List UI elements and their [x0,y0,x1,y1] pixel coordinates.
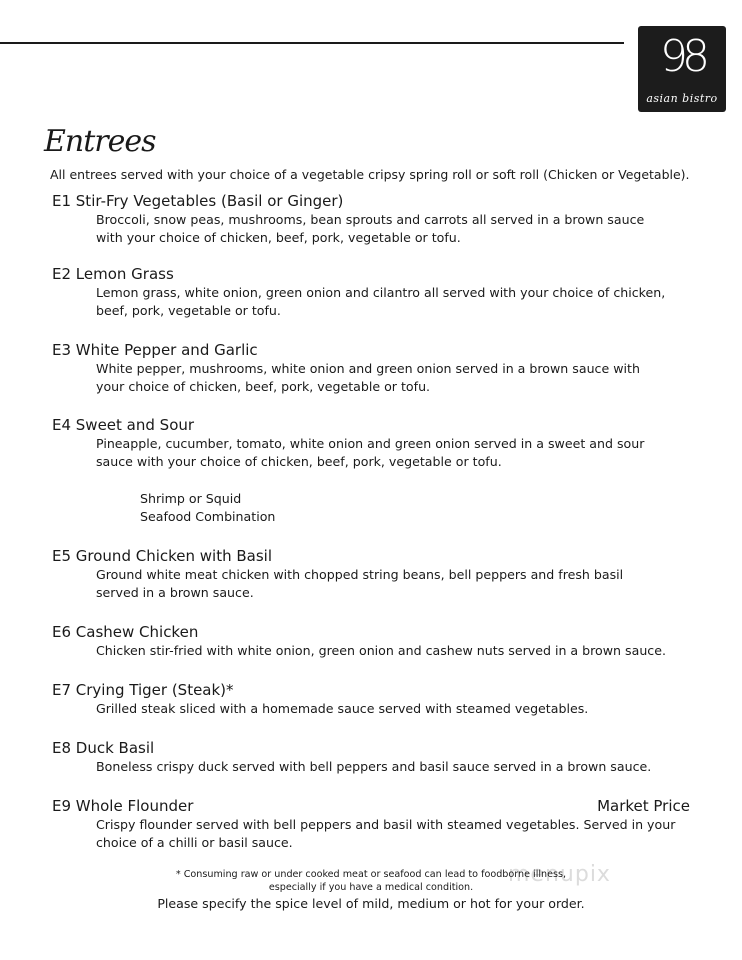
logo-tagline: asian bistro [646,92,718,105]
menu-item-e1 [52,192,692,247]
raw-food-disclaimer: * Consuming raw or under cooked meat or seafood can lead to foodborne illness, [175,869,567,880]
item-description [96,360,692,396]
section-intro: All entrees served with your choice of a vegetable cripsy spring roll or soft roll (Chicken or Vegetable). [50,167,690,182]
option-item: Seafood Combination [140,509,276,524]
restaurant-logo [638,26,726,112]
section-title: Entrees [44,124,156,159]
item-description [96,284,692,320]
item-name: E1 Stir-Fry Vegetables (Basil or Ginger) [52,192,344,210]
item-desc-line: served in a brown sauce. [96,585,254,600]
item-description [96,816,692,852]
item-desc-line: Broccoli, snow peas, mushrooms, bean sprouts and carrots all served in a brown sauce [96,212,645,227]
item-desc-line: your choice of chicken, beef, pork, vegetable or tofu. [96,379,431,394]
menu-item-e4 [52,416,692,471]
item-description [96,758,692,776]
item-description [96,435,692,471]
item-name: E8 Duck Basil [52,739,155,757]
logo-number: 98 [660,31,704,82]
item-desc-line: Boneless crispy duck served with bell peppers and basil sauce served in a brown sauce. [96,759,652,774]
item-desc-line: Crispy flounder served with bell peppers and basil with steamed vegetables. Served in your [96,817,676,832]
item-desc-line: Lemon grass, white onion, green onion and cilantro all served with your choice of chicken, [96,285,666,300]
header-divider [0,42,624,44]
menu-item-e6 [52,623,692,660]
item-name: E5 Ground Chicken with Basil [52,547,273,565]
item-price: Market Price [597,797,690,815]
item-desc-line: Ground white meat chicken with chopped string beans, bell peppers and fresh basil [96,567,624,582]
menu-item-e7 [52,681,692,718]
item-desc-line: Pineapple, cucumber, tomato, white onion and green onion served in a sweet and sour [96,436,645,451]
item-desc-line: beef, pork, vegetable or tofu. [96,303,281,318]
option-item: Shrimp or Squid [140,491,242,506]
item-desc-line: Grilled steak sliced with a homemade sauce served with steamed vegetables. [96,701,589,716]
item-name: E7 Crying Tiger (Steak)* [52,681,234,699]
item-desc-line: choice of a chilli or basil sauce. [96,835,293,850]
item-desc-line: Chicken stir-fried with white onion, green onion and cashew nuts served in a brown sauce. [96,643,666,658]
item-name: E4 Sweet and Sour [52,416,195,434]
menu-item-e9 [52,797,692,852]
sweet-sour-options [140,490,275,526]
item-desc-line: White pepper, mushrooms, white onion and green onion served in a brown sauce with [96,361,640,376]
menu-item-e5 [52,547,692,602]
item-name: E3 White Pepper and Garlic [52,341,258,359]
menu-item-e3 [52,341,692,396]
item-description [96,642,692,660]
item-name: E9 Whole Flounder [52,797,194,815]
menu-item-e2 [52,265,692,320]
item-name: E2 Lemon Grass [52,265,174,283]
watermark: menupix [508,862,611,887]
item-desc-line: with your choice of chicken, beef, pork, vegetable or tofu. [96,230,461,245]
item-description [96,566,692,602]
raw-food-disclaimer-line2: especially if you have a medical condition. [268,882,474,893]
spice-level-note: Please specify the spice level of mild, medium or hot for your order. [157,896,585,911]
item-description [96,700,692,718]
item-name: E6 Cashew Chicken [52,623,199,641]
item-desc-line: sauce with your choice of chicken, beef, pork, vegetable or tofu. [96,454,502,469]
item-description [96,211,692,247]
menu-item-e8 [52,739,692,776]
